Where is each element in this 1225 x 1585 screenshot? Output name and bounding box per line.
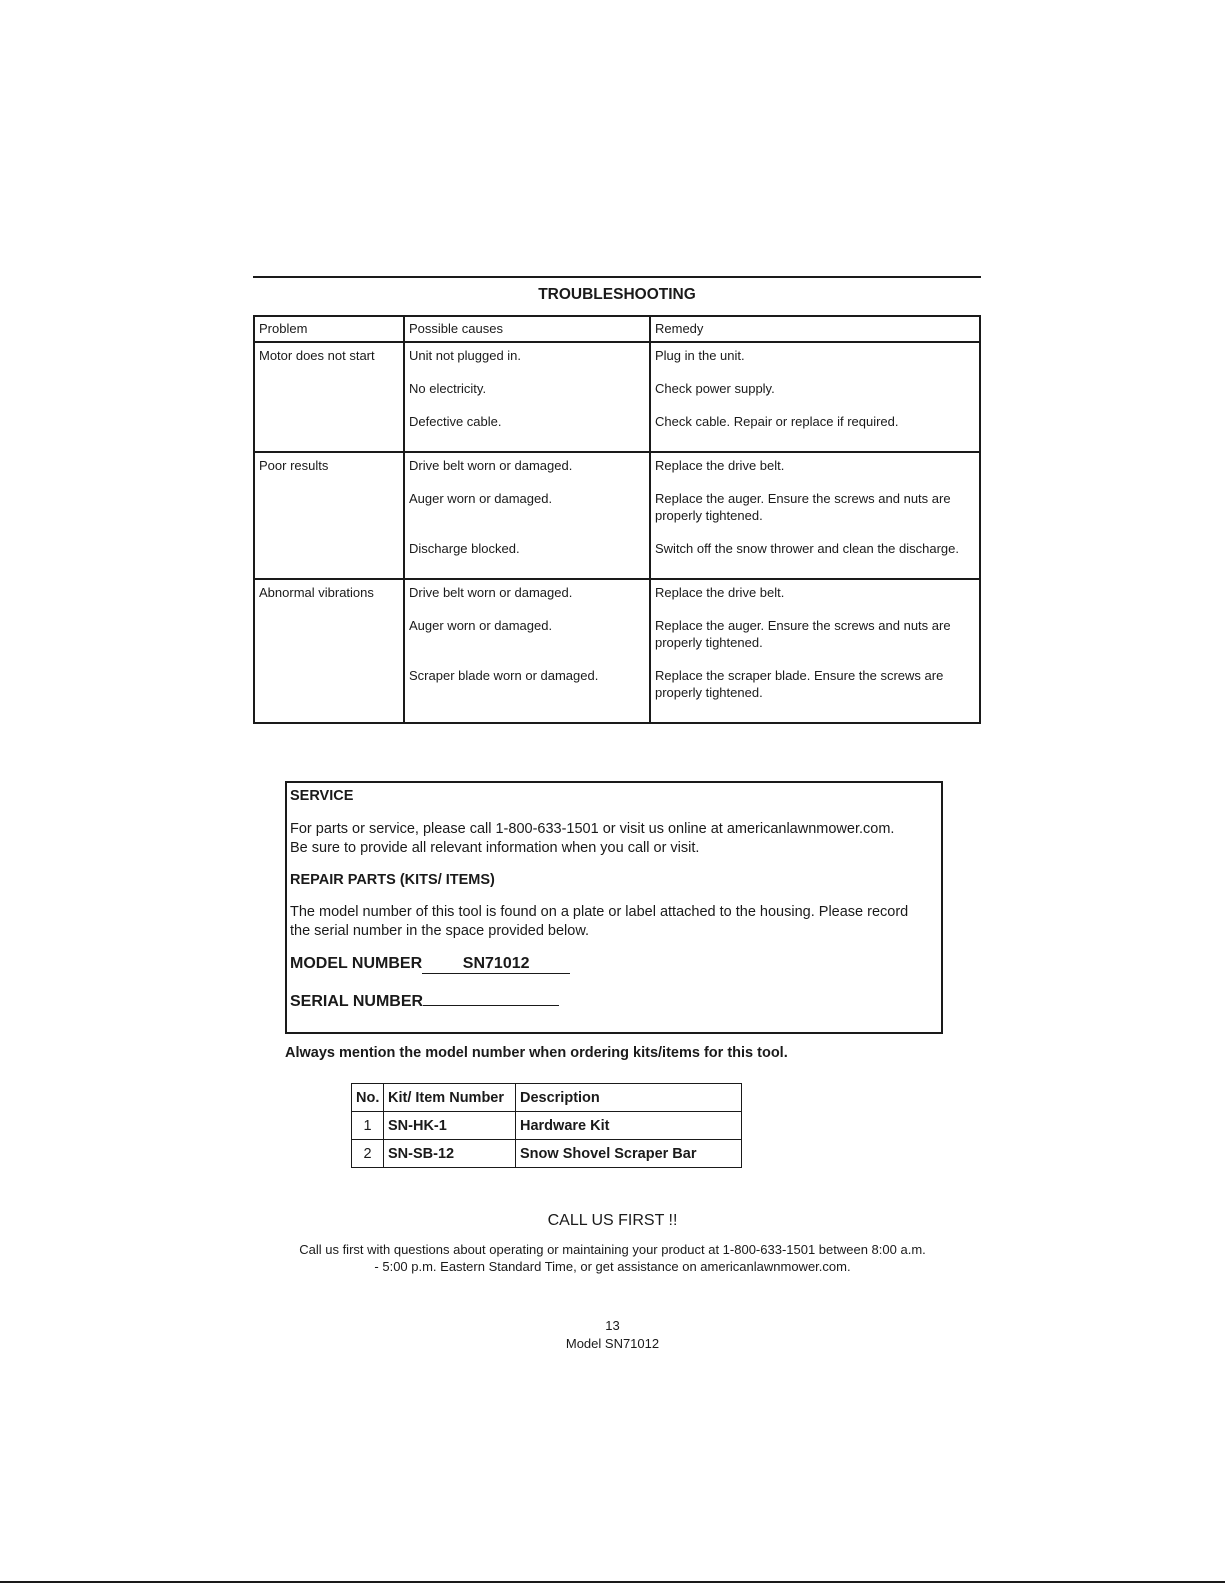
cause-cell: Auger worn or damaged. — [409, 618, 553, 633]
cause-cell: Discharge blocked. — [409, 541, 520, 556]
cause-cell: Auger worn or damaged. — [409, 491, 553, 506]
call-us-text — [270, 1241, 955, 1275]
row-no: 2 — [352, 1140, 384, 1168]
top-divider — [253, 276, 981, 278]
serial-number-field — [290, 988, 559, 1011]
row-description: Hardware Kit — [516, 1112, 742, 1140]
call-us-line: - 5:00 p.m. Eastern Standard Time, or get assistance on americanlawnmower.com. — [374, 1259, 851, 1274]
page-number: 13 — [605, 1318, 620, 1333]
cause-cell: Scraper blade worn or damaged. — [409, 668, 599, 683]
remedy-cell: Replace the drive belt. — [655, 458, 785, 473]
remedy-cell: Replace the auger. Ensure the screws and nuts are — [655, 491, 951, 506]
troubleshooting-title: TROUBLESHOOTING — [538, 286, 696, 303]
row-item-number: SN-SB-12 — [384, 1140, 516, 1168]
header-possible-causes: Possible causes — [404, 316, 650, 342]
remedy-cell: properly tightened. — [655, 685, 763, 700]
header-remedy: Remedy — [650, 316, 980, 342]
service-heading: SERVICE — [290, 788, 354, 804]
repair-parts-heading: REPAIR PARTS (KITS/ ITEMS) — [290, 872, 495, 888]
bottom-divider — [0, 1581, 1225, 1583]
repair-parts-line: The model number of this tool is found on a plate or label attached to the housing. Please record — [290, 904, 909, 920]
remedy-cell: Replace the auger. Ensure the screws and nuts are — [655, 618, 951, 633]
remedy-cell: Replace the drive belt. — [655, 585, 785, 600]
remedy-cell: Check power supply. — [655, 381, 775, 396]
table-row — [352, 1140, 742, 1168]
header-problem: Problem — [254, 316, 404, 342]
table-row — [254, 579, 980, 723]
row-description: Snow Shovel Scraper Bar — [516, 1140, 742, 1168]
remedy-cell: Check cable. Repair or replace if required. — [655, 414, 899, 429]
table-header-row — [352, 1084, 742, 1112]
call-us-line: Call us first with questions about operating or maintaining your product at 1-800-633-1501 between 8:00 a.m. — [299, 1242, 926, 1257]
table-row — [254, 452, 980, 579]
repair-parts-line: the serial number in the space provided below. — [290, 923, 590, 939]
parts-table — [351, 1083, 742, 1168]
table-row — [352, 1112, 742, 1140]
troubleshooting-table — [253, 315, 981, 724]
header-description: Description — [516, 1084, 742, 1112]
row-no: 1 — [352, 1112, 384, 1140]
cause-cell: Drive belt worn or damaged. — [409, 458, 573, 473]
cause-cell: Defective cable. — [409, 414, 502, 429]
call-us-title: CALL US FIRST !! — [547, 1212, 678, 1229]
footer-model: Model SN71012 — [565, 1336, 660, 1351]
model-number-field — [290, 955, 570, 974]
cause-cell: Unit not plugged in. — [409, 348, 522, 363]
header-item-number: Kit/ Item Number — [384, 1084, 516, 1112]
problem-cell: Motor does not start — [259, 348, 375, 363]
ordering-note: Always mention the model number when ordering kits/items for this tool. — [285, 1045, 788, 1061]
service-info-line: Be sure to provide all relevant information when you call or visit. — [290, 840, 700, 856]
problem-cell: Poor results — [259, 458, 329, 473]
table-row — [254, 342, 980, 452]
model-number-label: MODEL NUMBER — [290, 955, 423, 972]
problem-cell: Abnormal vibrations — [259, 585, 374, 600]
model-number-value: SN71012 — [422, 955, 570, 974]
remedy-cell: Plug in the unit. — [655, 348, 745, 363]
remedy-cell: properly tightened. — [655, 635, 763, 650]
remedy-cell: Replace the scraper blade. Ensure the screws are — [655, 668, 944, 683]
serial-number-blank — [423, 988, 559, 1006]
remedy-cell: properly tightened. — [655, 508, 763, 523]
table-header-row — [254, 316, 980, 342]
serial-number-label: SERIAL NUMBER — [290, 993, 424, 1010]
service-contact-line: For parts or service, please call 1-800-633-1501 or visit us online at americanlawnmower.com. — [290, 821, 895, 837]
cause-cell: Drive belt worn or damaged. — [409, 585, 573, 600]
remedy-cell: Switch off the snow thrower and clean the discharge. — [655, 541, 959, 556]
header-no: No. — [352, 1084, 384, 1112]
row-item-number: SN-HK-1 — [384, 1112, 516, 1140]
cause-cell: No electricity. — [409, 381, 487, 396]
